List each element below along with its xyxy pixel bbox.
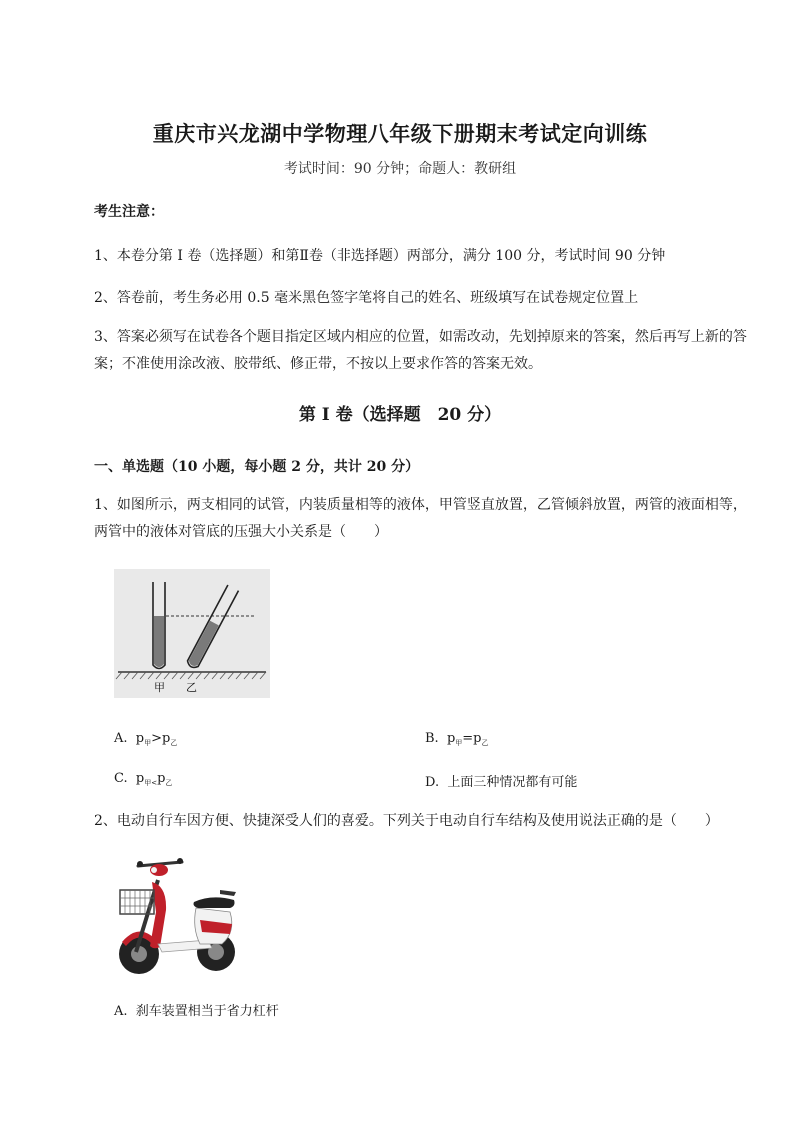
q1-option-b[interactable]: B. $p_甲=p_乙$: [425, 731, 489, 747]
page-title: 重庆市兴龙湖中学物理八年级下册期末考试定向训练: [152, 121, 648, 146]
exam-info: 考试时间：90 分钟；命题人：教研组: [283, 161, 517, 177]
tube-label-right: 乙: [186, 681, 197, 694]
notice-heading: 考生注意：: [94, 204, 164, 220]
question-2-text: 2、电动自行车因方便、快捷深受人们的喜爱。下列关于电动自行车结构及使用说法正确的是（ ）: [94, 813, 719, 829]
q1-option-a[interactable]: A. $p_甲>p_乙$: [114, 731, 178, 747]
option-letter: B.: [425, 731, 439, 746]
q1-option-c[interactable]: C. $p_{甲<}p_乙$: [114, 771, 173, 787]
section-title: 第 I 卷（选择题 20 分）: [298, 405, 502, 425]
notice-item-1: 1、本卷分第 I 卷（选择题）和第Ⅱ卷（非选择题）两部分，满分 100 分，考试时间 90 分钟: [94, 248, 666, 264]
option-letter: C.: [114, 771, 128, 786]
test-tubes-figure: [114, 569, 270, 698]
option-letter: A.: [114, 1004, 128, 1019]
option-letter: D.: [425, 775, 440, 790]
notice-item-2: 2、答卷前，考生务必用 0.5 毫米黑色签字笔将自己的姓名、班级填写在试卷规定位置上: [94, 290, 639, 306]
notice-item-3: 3、答案必须写在试卷各个题目指定区域内相应的位置，如需改动，先划掉原来的答案，然后再写上新的答案；不准使用涂改液、胶带纸、修正带，不按以上要求作答的答案无效。: [94, 329, 747, 372]
question-1-text: 1、如图所示，两支相同的试管，内装质量相等的液体，甲管竖直放置，乙管倾斜放置，两管的液面相等，两管中的液体对管底的压强大小关系是（ ）: [94, 497, 747, 540]
q1-option-d[interactable]: D. 上面三种情况都有可能: [425, 775, 578, 790]
q2-option-a[interactable]: A. 刹车装置相当于省力杠杆: [114, 1004, 279, 1019]
part-heading: 一、单选题（10 小题，每小题 2 分，共计 20 分）: [94, 459, 420, 475]
option-letter: A.: [114, 731, 128, 746]
electric-scooter-figure: [112, 852, 242, 980]
tube-label-left: 甲: [154, 681, 165, 694]
